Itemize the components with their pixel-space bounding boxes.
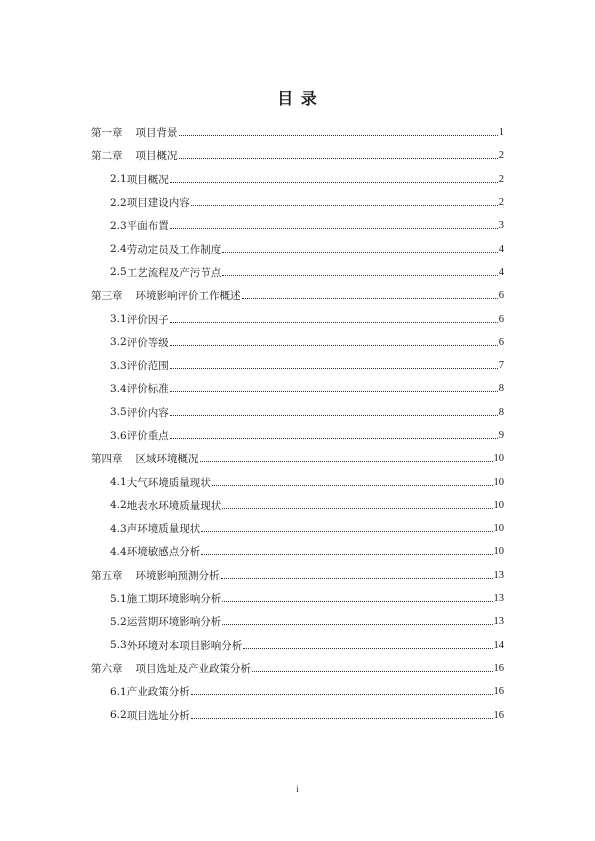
toc-section-entry[interactable] (91, 703, 504, 726)
toc-entry-number: 第一章 (91, 127, 123, 140)
toc-entry-title: 项目概况 (135, 150, 178, 163)
toc-entry-page: 6 (498, 313, 504, 325)
toc-entry-title: 环境影响评价工作概述 (135, 290, 241, 303)
toc-entry-page: 13 (493, 569, 504, 581)
toc-dot-leader (170, 322, 498, 323)
toc-dot-leader (221, 578, 493, 579)
toc-title: 目 录 (277, 89, 318, 108)
toc-entry-number: 3.4 (110, 382, 127, 395)
toc-entry-page: 10 (493, 499, 504, 511)
toc-dot-leader (243, 648, 492, 649)
toc-dot-leader (222, 252, 498, 253)
toc-entry-page: 10 (493, 546, 504, 558)
toc-entry-number: 4.3 (110, 522, 127, 535)
toc-section-entry[interactable] (91, 377, 504, 400)
toc-entry-title: 评价因子 (126, 313, 169, 326)
toc-entry-page: 10 (493, 523, 504, 535)
toc-entry-page: 10 (493, 453, 504, 465)
toc-entry-title: 环境敏感点分析 (126, 546, 201, 559)
toc-entry-title: 平面布置 (126, 220, 169, 233)
toc-section-entry[interactable] (91, 237, 504, 260)
toc-dot-leader (179, 158, 498, 159)
toc-entry-number: 3.1 (110, 313, 127, 326)
toc-dot-leader (191, 205, 498, 206)
toc-dot-leader (170, 182, 498, 183)
toc-entry-title: 评价范围 (126, 360, 169, 373)
toc-entry-page: 8 (498, 406, 504, 418)
toc-entry-title: 评价标准 (126, 383, 169, 396)
toc-entry-number: 第五章 (91, 569, 123, 582)
toc-dot-leader (170, 415, 498, 416)
toc-section-entry[interactable] (91, 307, 504, 330)
toc-entry-number: 6.2 (110, 709, 127, 722)
toc-dot-leader (201, 554, 492, 555)
toc-entry-number: 2.2 (110, 196, 127, 209)
toc-chapter-entry[interactable] (91, 121, 504, 144)
toc-entry-number: 3.6 (110, 429, 127, 442)
toc-entry-title: 项目概况 (126, 173, 169, 186)
toc-entry-page: 13 (493, 616, 504, 628)
toc-entry-page: 4 (498, 243, 504, 255)
toc-entry-number: 第四章 (91, 453, 123, 466)
toc-entry-title: 地表水环境质量现状 (126, 499, 222, 512)
toc-section-entry[interactable] (91, 191, 504, 214)
toc-entry-page: 8 (498, 383, 504, 395)
page-number: i (296, 784, 299, 794)
toc-entry-number: 2.1 (110, 173, 127, 186)
toc-section-entry[interactable] (91, 401, 504, 424)
toc-entry-title: 工艺流程及产污节点 (126, 266, 222, 279)
toc-dot-leader (170, 228, 498, 229)
toc-entry-title: 施工期环境影响分析 (126, 593, 222, 606)
toc-chapter-entry[interactable] (91, 284, 504, 307)
toc-entry-number: 第二章 (91, 150, 123, 163)
toc-entry-page: 10 (493, 476, 504, 488)
toc-entry-number: 2.3 (110, 219, 127, 232)
toc-chapter-entry[interactable] (91, 447, 504, 470)
toc-entry-title: 产业政策分析 (126, 686, 190, 699)
toc-section-entry[interactable] (91, 354, 504, 377)
toc-entry-page: 1 (498, 127, 504, 139)
toc-section-entry[interactable] (91, 424, 504, 447)
toc-entry-title: 劳动定员及工作制度 (126, 243, 222, 256)
toc-entry-number: 5.2 (110, 615, 127, 628)
toc-entry-number: 第三章 (91, 290, 123, 303)
toc-dot-leader (222, 508, 492, 509)
toc-entry-page: 2 (498, 197, 504, 209)
toc-entry-number: 6.1 (110, 685, 127, 698)
toc-entry-number: 3.5 (110, 406, 127, 419)
toc-entry-number: 4.2 (110, 499, 127, 512)
toc-section-entry[interactable] (91, 634, 504, 657)
toc-entry-number: 2.5 (110, 266, 127, 279)
toc-entry-page: 13 (493, 593, 504, 605)
toc-section-entry[interactable] (91, 540, 504, 563)
toc-chapter-entry[interactable] (91, 564, 504, 587)
toc-dot-leader (170, 391, 498, 392)
toc-entry-page: 16 (493, 662, 504, 674)
toc-chapter-entry[interactable] (91, 144, 504, 167)
toc-dot-leader (212, 485, 493, 486)
toc-section-entry[interactable] (91, 214, 504, 237)
toc-dot-leader (179, 135, 498, 136)
toc-dot-leader (170, 438, 498, 439)
toc-entry-number: 3.3 (110, 359, 127, 372)
toc-dot-leader (222, 601, 492, 602)
toc-entry-number: 3.2 (110, 336, 127, 349)
toc-dot-leader (191, 694, 493, 695)
toc-entry-title: 项目选址及产业政策分析 (135, 662, 251, 675)
toc-section-entry[interactable] (91, 494, 504, 517)
toc-list (91, 121, 504, 727)
toc-entry-number: 第六章 (91, 662, 123, 675)
toc-entry-page: 2 (498, 173, 504, 185)
toc-dot-leader (222, 624, 492, 625)
toc-entry-page: 2 (498, 150, 504, 162)
toc-entry-page: 9 (498, 430, 504, 441)
toc-entry-title: 评价内容 (126, 406, 169, 419)
toc-entry-title: 大气环境质量现状 (126, 476, 211, 489)
toc-entry-page: 3 (498, 220, 504, 232)
toc-entry-page: 16 (493, 686, 504, 698)
toc-dot-leader (201, 531, 492, 532)
toc-entry-number: 2.4 (110, 243, 127, 256)
toc-section-entry[interactable] (91, 331, 504, 354)
toc-entry-page: 14 (493, 639, 504, 651)
toc-dot-leader (170, 345, 498, 346)
toc-entry-page: 6 (498, 290, 504, 302)
toc-entry-title: 项目背景 (135, 127, 178, 140)
toc-dot-leader (170, 368, 498, 369)
toc-dot-leader (191, 718, 493, 719)
toc-dot-leader (200, 461, 493, 462)
toc-dot-leader (242, 298, 498, 299)
toc-section-entry[interactable] (91, 587, 504, 610)
toc-section-entry[interactable] (91, 610, 504, 633)
toc-entry-page: 16 (493, 709, 504, 721)
toc-section-entry[interactable] (91, 680, 504, 703)
toc-entry-title: 外环境对本项目影响分析 (126, 639, 243, 652)
toc-entry-title: 区域环境概况 (135, 453, 199, 466)
toc-entry-title: 环境影响预测分析 (135, 569, 220, 582)
toc-dot-leader (252, 671, 493, 672)
toc-entry-number: 4.4 (110, 545, 127, 558)
toc-entry-title: 声环境质量现状 (126, 523, 201, 536)
toc-entry-title: 评价等级 (126, 336, 169, 349)
toc-section-entry[interactable] (91, 261, 504, 284)
toc-entry-number: 5.3 (110, 639, 127, 652)
toc-entry-page: 7 (498, 360, 504, 372)
toc-section-entry[interactable] (91, 470, 504, 493)
toc-section-entry[interactable] (91, 168, 504, 191)
toc-entry-title: 项目选址分析 (126, 709, 190, 722)
toc-entry-number: 4.1 (110, 476, 127, 489)
toc-chapter-entry[interactable] (91, 657, 504, 680)
toc-dot-leader (222, 275, 498, 276)
toc-entry-title: 运营期环境影响分析 (126, 616, 222, 629)
toc-entry-page: 6 (498, 336, 504, 348)
toc-entry-title: 项目建设内容 (126, 197, 190, 210)
toc-section-entry[interactable] (91, 517, 504, 540)
toc-entry-number: 5.1 (110, 592, 127, 605)
toc-entry-page: 4 (498, 266, 504, 278)
toc-entry-title: 评价重点 (126, 430, 169, 442)
